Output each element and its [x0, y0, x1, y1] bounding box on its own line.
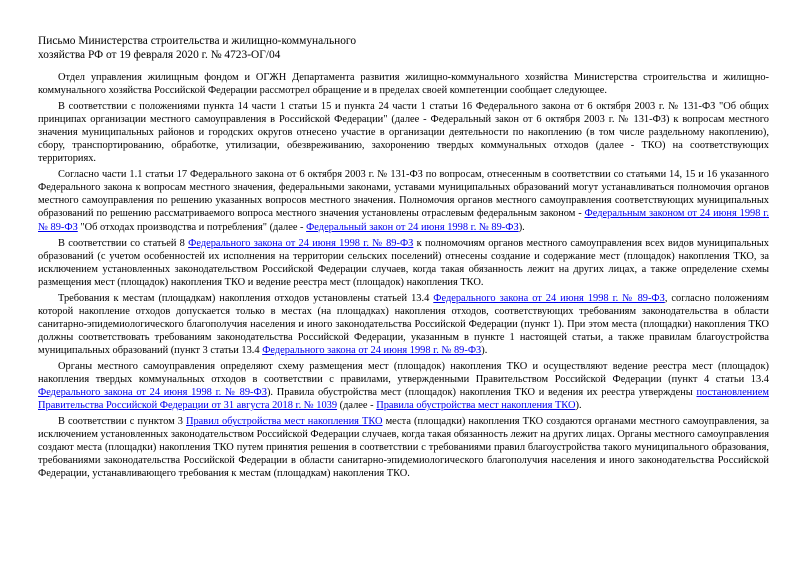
paragraph-text: ). — [518, 221, 525, 233]
paragraph-text: , согласно положениям которой накопление отходов допускается только в местах (на площадках) накопления отходов, соответствующих требованиям законодательства в области санитарно-эпидемиологического благополучия населения и иного законодательства Российской Федерации (пункт 1). При этом места (площадки) накопления ТКО должны соответствовать требованиям законодательства Российской Федерации, указанным в пункте 1 настоящей статьи, а также правилам благоустройства муниципальных образований (пункт 3 статьи 13.4 — [38, 292, 769, 356]
law-reference-link[interactable]: Правил обустройства мест накопления ТКО — [185, 416, 383, 428]
paragraph-text: В соответствии с пунктом 3 — [58, 416, 186, 428]
paragraph-text: В соответствии с положениями пункта 14 части 1 статьи 15 и пункта 24 части 1 статьи 16 Федерального закона от 6 октября 2003 г. № 131-ФЗ "Об общих принципах организации местного самоуправления в Российской Федерации" (далее - Федеральный закон от 6 октября 2003 г. № 131-ФЗ) к вопросам местного значения муниципальных районов и городских округов отнесено участие в организации деятельности по накоплению (в том числе раздельному накоплению), сбору, транспортированию, обработке, утилизации, обезвреживанию, захоронению твердых коммунальных отходов (далее - ТКО) на соответствующих территориях. — [38, 101, 769, 165]
paragraph-text: "Об отходах производства и потребления" (далее - — [77, 221, 307, 233]
law-reference-link[interactable]: Правила обустройства мест накопления ТКО — [376, 400, 576, 412]
paragraph — [38, 168, 769, 233]
paragraph-text: Отдел управления жилищным фондом и ОГЖН Департамента развития жилищно-коммунального хозяйства Министерства строительства и жилищно-коммунального хозяйства Российской Федерации рассмотрел обращение и в пределах своей компетенции сообщает следующее. — [38, 72, 769, 97]
document-title-line-2: хозяйства РФ от 19 февраля 2020 г. № 4723-ОГ/04 — [38, 48, 281, 61]
paragraph-text: Согласно части 1.1 статьи 17 Федерального закона от 6 октября 2003 г. № 131-ФЗ по вопросам, отнесенным в соответствии со статьями 14, 15 и 16 указанного Федерального закона к вопросам местного значения, федеральными законами, уставами муниципальных образований могут устанавливаться полномочия органов местного самоуправления по решению указанных вопросов местного значения. Полномочия органов местного самоуправления соответствующих муниципальных образований по решению рассматриваемого вопроса местного значения установлены отраслевым федеральным законом - — [38, 169, 769, 220]
document-title — [38, 35, 769, 62]
paragraph-text: (далее - — [337, 400, 377, 412]
paragraph-text: ). Правила обустройства мест (площадок) накопления ТКО и ведения их реестра утверждены — [266, 387, 697, 399]
document-body — [38, 71, 769, 480]
paragraph — [38, 71, 769, 97]
document-title-line-1: Письмо Министерства строительства и жилищно-коммунального — [38, 35, 357, 47]
paragraph — [38, 360, 769, 412]
paragraph-text: места (площадки) накопления ТКО создаются органами местного самоуправления, за исключением установленных законодательством Российской Федерации случаев, когда такая обязанность лежит на других лицах. Органы местного самоуправления создают места (площадки) накопления ТКО путем принятия решения в соответствии с требованиями правил благоустройства такого муниципального образования, требованиями законодательства Российской Федерации в области санитарно-эпидемиологического благополучия населения и иного законодательства Российской Федерации, устанавливающего требования к местам (площадкам) накопления ТКО. — [38, 416, 770, 480]
paragraph-text: ). — [575, 400, 582, 412]
paragraph-text: Требования к местам (площадкам) накопления отходов установлены статьей 13.4 — [58, 292, 434, 304]
paragraph — [38, 237, 769, 289]
law-reference-link[interactable]: Федерального закона от 24 июня 1998 г. № 89-ФЗ — [262, 344, 482, 356]
paragraph-text: ). — [481, 344, 488, 356]
law-reference-link[interactable]: Федерального закона от 24 июня 1998 г. № 89-ФЗ — [38, 387, 267, 399]
law-reference-link[interactable]: Федерального закона от 24 июня 1998 г. № 89-ФЗ — [188, 237, 414, 249]
paragraph — [38, 415, 769, 480]
paragraph-text: Органы местного самоуправления определяют схему размещения мест (площадок) накопления ТКО и осуществляют ведение реестра мест (площадок) накопления твердых коммунальных отходов в соответствии с правилами, утвержденными Правительством Российской Федерации (пункт 4 статьи 13.4 — [38, 360, 769, 386]
law-reference-link[interactable]: Федеральный закон от 24 июня 1998 г. № 89-ФЗ — [306, 221, 519, 233]
law-reference-link[interactable]: постановлением Правительства Российской Федерации от 31 августа 2018 г. № 1039 — [38, 387, 769, 412]
paragraph-text: В соответствии со статьей 8 — [58, 237, 189, 249]
paragraph — [38, 100, 769, 165]
law-reference-link[interactable]: Федеральным законом от 24 июня 1998 г. № 89-ФЗ — [38, 208, 769, 233]
paragraph-text: к полномочиям органов местного самоуправления всех видов муниципальных образований (с учетом особенностей их исполнения на территории сельских поселений) отнесены создание и содержание мест (площадок) накопления ТКО, за исключением установленных законодательством Российской Федерации случаев, когда такая обязанность лежит на других лицах, а также определение схемы размещения мест (площадок) накопления ТКО и ведение реестра мест (площадок) накопления ТКО. — [38, 237, 769, 288]
paragraph — [38, 292, 769, 357]
law-reference-link[interactable]: Федерального закона от 24 июня 1998 г. № 89-ФЗ — [433, 292, 665, 304]
